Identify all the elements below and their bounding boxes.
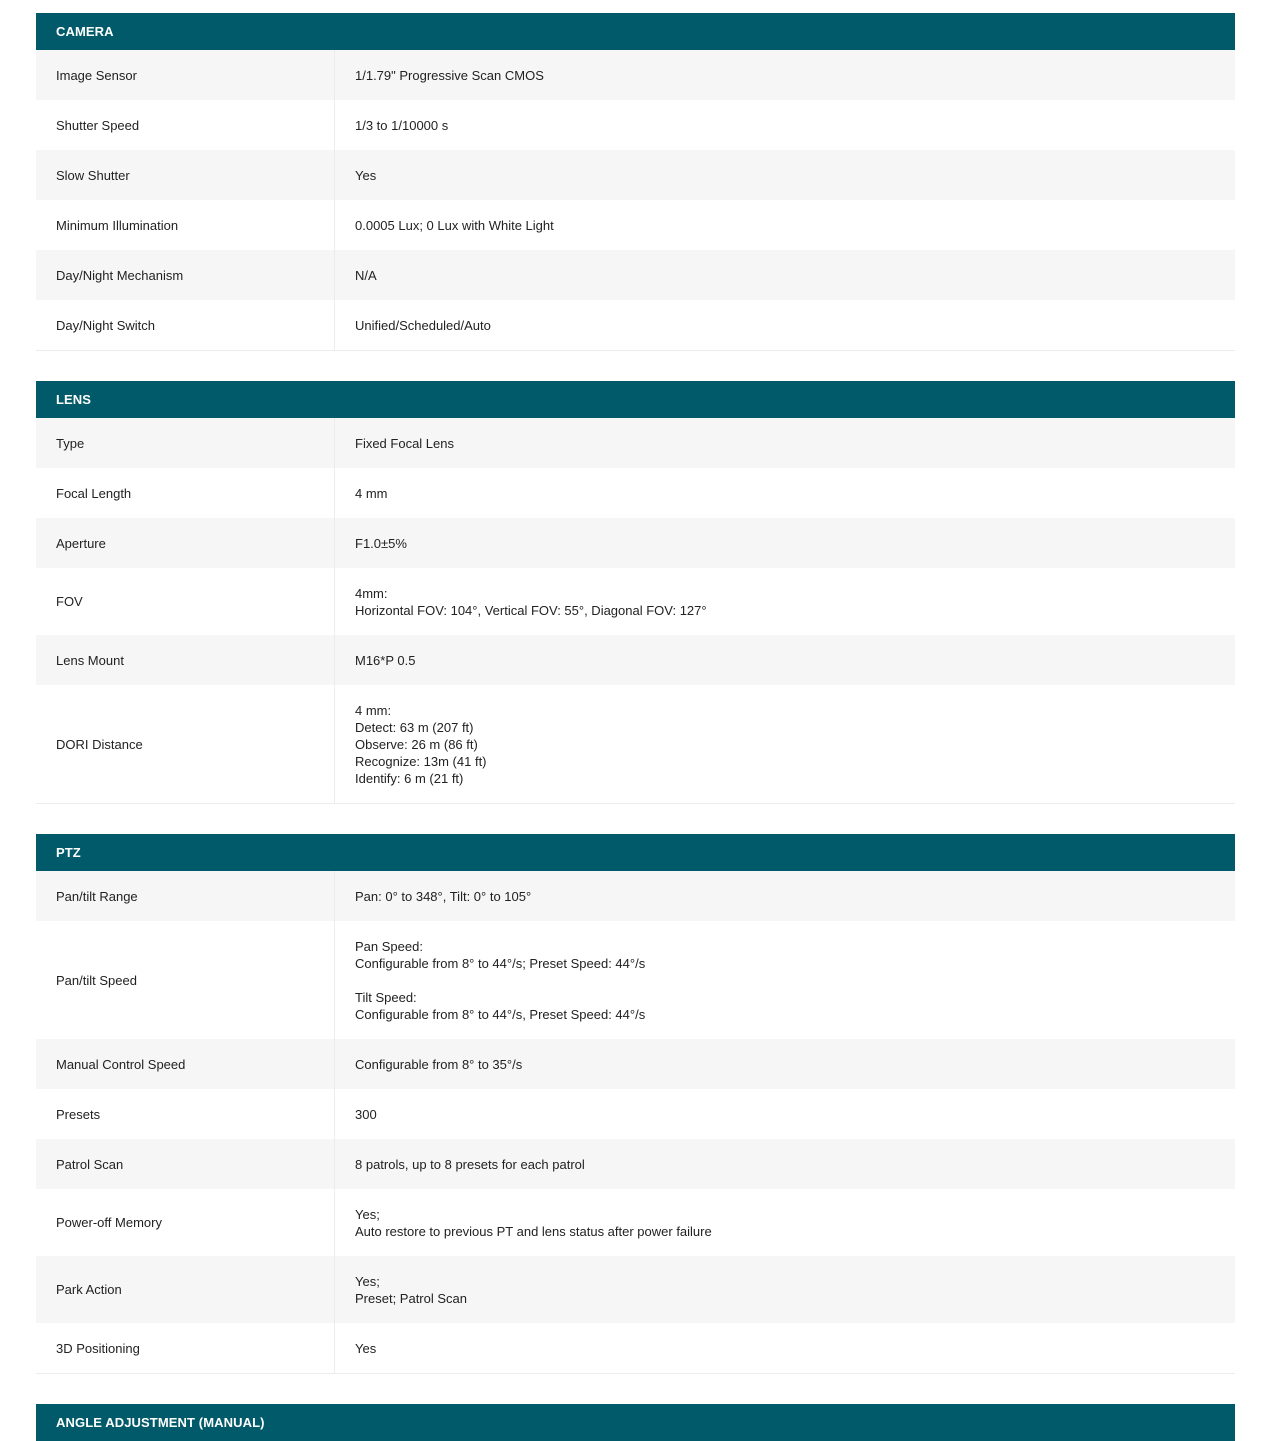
section-divider <box>36 803 1235 804</box>
spec-value-line: Configurable from 8° to 44°/s; Preset Speed: 44°/s <box>355 955 646 971</box>
spec-label: Patrol Scan <box>36 1139 335 1189</box>
spec-row <box>36 100 1235 150</box>
spec-row <box>36 921 1235 1039</box>
spec-label: Pan/tilt Speed <box>36 921 335 1039</box>
spec-value <box>335 200 1235 250</box>
spec-value <box>335 635 1235 685</box>
spec-value-line: Auto restore to previous PT and lens status after power failure <box>355 1223 712 1239</box>
spec-value-line: Recognize: 13m (41 ft) <box>355 753 487 769</box>
spec-section-angle-adjustment-manual <box>36 1404 1235 1441</box>
spec-value-line: Yes; <box>355 1273 380 1289</box>
spec-row <box>36 1039 1235 1089</box>
spec-row <box>36 1089 1235 1139</box>
spec-value <box>335 685 1235 803</box>
spec-label: Lens Mount <box>36 635 335 685</box>
spec-row <box>36 418 1235 468</box>
spec-value-line: 4mm: <box>355 585 388 601</box>
spec-value-line: Detect: 63 m (207 ft) <box>355 719 474 735</box>
spec-value <box>335 1323 1235 1373</box>
spec-value-line: Yes <box>355 167 377 183</box>
spec-row <box>36 150 1235 200</box>
spec-value-line: Identify: 6 m (21 ft) <box>355 770 464 786</box>
spec-label: Minimum Illumination <box>36 200 335 250</box>
spec-row <box>36 1323 1235 1373</box>
spec-section-lens <box>36 381 1235 804</box>
spec-row <box>36 635 1235 685</box>
spec-value-line: 1/3 to 1/10000 s <box>355 117 449 133</box>
spec-row <box>36 1256 1235 1323</box>
spec-value <box>335 150 1235 200</box>
spec-value-line: 4 mm <box>355 485 388 501</box>
spec-value-line: 300 <box>355 1106 377 1122</box>
spec-label: Manual Control Speed <box>36 1039 335 1089</box>
spec-value-line: Preset; Patrol Scan <box>355 1290 467 1306</box>
spec-row <box>36 1189 1235 1256</box>
spec-value-line: 4 mm: <box>355 702 392 718</box>
spec-value-line: N/A <box>355 267 377 283</box>
section-header: LENS <box>36 381 1235 418</box>
spec-value-line: M16*P 0.5 <box>355 652 416 668</box>
spec-section-camera <box>36 13 1235 351</box>
spec-value <box>335 568 1235 635</box>
spec-row <box>36 568 1235 635</box>
spec-label: Park Action <box>36 1256 335 1323</box>
spec-value-line: 1/1.79" Progressive Scan CMOS <box>355 67 544 83</box>
spec-value-line: Yes <box>355 1340 377 1356</box>
spec-value <box>335 50 1235 100</box>
spec-label: Image Sensor <box>36 50 335 100</box>
spec-value <box>335 1139 1235 1189</box>
spec-value <box>335 1256 1235 1323</box>
spec-label: Slow Shutter <box>36 150 335 200</box>
spec-value-line: Observe: 26 m (86 ft) <box>355 736 478 752</box>
spec-value-line: Pan: 0° to 348°, Tilt: 0° to 105° <box>355 888 532 904</box>
spec-value-line: Fixed Focal Lens <box>355 435 454 451</box>
spec-value-line: Horizontal FOV: 104°, Vertical FOV: 55°, Diagonal FOV: 127° <box>355 602 707 618</box>
spec-row <box>36 200 1235 250</box>
spec-row <box>36 250 1235 300</box>
spec-value-line: F1.0±5% <box>355 535 407 551</box>
spec-value <box>335 1039 1235 1089</box>
spec-row <box>36 871 1235 921</box>
spec-row <box>36 300 1235 350</box>
spec-value <box>335 300 1235 350</box>
spec-value <box>335 1089 1235 1139</box>
spec-label: Day/Night Mechanism <box>36 250 335 300</box>
spec-value-line: Tilt Speed: <box>355 989 417 1005</box>
spec-value <box>335 518 1235 568</box>
spec-row <box>36 468 1235 518</box>
spec-value-line <box>355 972 1235 989</box>
spec-value <box>335 250 1235 300</box>
spec-label: Focal Length <box>36 468 335 518</box>
spec-value <box>335 921 1235 1039</box>
spec-value-line: 8 patrols, up to 8 presets for each patrol <box>355 1156 585 1172</box>
spec-value-line: 0.0005 Lux; 0 Lux with White Light <box>355 217 554 233</box>
spec-value <box>335 468 1235 518</box>
spec-row <box>36 1139 1235 1189</box>
spec-label: Shutter Speed <box>36 100 335 150</box>
spec-value <box>335 871 1235 921</box>
spec-label: Aperture <box>36 518 335 568</box>
spec-value <box>335 418 1235 468</box>
spec-value-line: Configurable from 8° to 35°/s <box>355 1056 523 1072</box>
spec-label: Power-off Memory <box>36 1189 335 1256</box>
section-header: CAMERA <box>36 13 1235 50</box>
section-header: ANGLE ADJUSTMENT (MANUAL) <box>36 1404 1235 1441</box>
spec-label: Presets <box>36 1089 335 1139</box>
spec-label: FOV <box>36 568 335 635</box>
spec-label: Day/Night Switch <box>36 300 335 350</box>
spec-section-ptz <box>36 834 1235 1374</box>
spec-row <box>36 50 1235 100</box>
spec-label: DORI Distance <box>36 685 335 803</box>
spec-label: Pan/tilt Range <box>36 871 335 921</box>
spec-value-line: Configurable from 8° to 44°/s, Preset Speed: 44°/s <box>355 1006 646 1022</box>
section-header: PTZ <box>36 834 1235 871</box>
spec-value-line: Yes; <box>355 1206 380 1222</box>
spec-label: 3D Positioning <box>36 1323 335 1373</box>
section-divider <box>36 350 1235 351</box>
spec-value-line: Pan Speed: <box>355 938 423 954</box>
spec-value-line: Unified/Scheduled/Auto <box>355 317 491 333</box>
spec-row <box>36 685 1235 803</box>
spec-label: Type <box>36 418 335 468</box>
section-divider <box>36 1373 1235 1374</box>
spec-row <box>36 518 1235 568</box>
spec-value <box>335 100 1235 150</box>
spec-value <box>335 1189 1235 1256</box>
